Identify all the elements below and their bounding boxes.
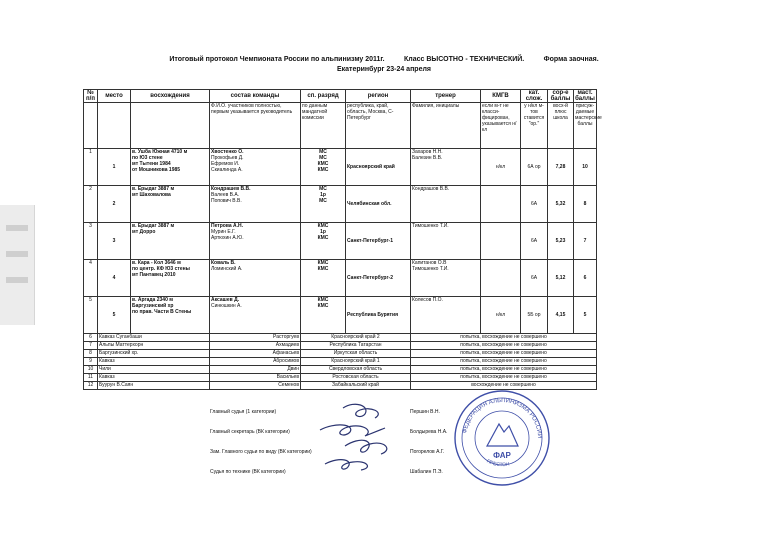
svg-text:ФЕДЕРАЦИЯ АЛЬПИНИЗМА РОССИИ: ФЕДЕРАЦИЯ АЛЬПИНИЗМА РОССИИ	[462, 397, 543, 439]
region-cell: Свердловская область	[301, 366, 411, 374]
result-note-cell: попытка, восхождение не совершено	[411, 342, 597, 350]
rank-cell	[301, 223, 346, 260]
row-number: 7	[84, 342, 98, 350]
table-row	[84, 374, 597, 382]
score-cell: 4,15	[548, 297, 574, 334]
rank-cell-line: МС	[319, 155, 327, 161]
column-subheader	[131, 103, 210, 149]
category-cell: 6А	[521, 223, 548, 260]
route-cell-line: по Ю3 стене	[132, 155, 163, 161]
document-title: Итоговый протокол Чемпионата России по альпинизму 2011г. Класс ВЫСОТНО - ТЕХНИЧЕСКИЙ. Форма заочная.	[169, 56, 599, 63]
route-cell: Альпы Маттерхорн	[98, 342, 210, 350]
route-cell: Чили	[98, 366, 210, 374]
results-body	[84, 149, 597, 390]
team-cell-line: Петрова А.Н.	[211, 223, 244, 229]
rank-cell-line: КМС	[317, 303, 329, 309]
column-header: состав команды	[210, 90, 301, 103]
table-row	[84, 334, 597, 342]
kmgv-cell	[481, 260, 521, 297]
route-cell-line: мт Пантавец 2010	[132, 272, 176, 278]
rank-cell-line: КМС	[317, 297, 329, 303]
header-row	[84, 90, 597, 103]
column-header: восхождения	[131, 90, 210, 103]
place-cell: 3	[98, 223, 131, 260]
coach-cell-line: Кондрашов В.В.	[412, 186, 450, 192]
table-row	[84, 350, 597, 358]
team-cell	[210, 260, 301, 297]
table-row	[84, 260, 597, 297]
place-cell: 2	[98, 186, 131, 223]
judge-role: Зам. Главного судьи по виду (ВК категории)	[210, 449, 312, 455]
master-points-cell: 8	[574, 186, 597, 223]
region-cell: Республика Татарстан	[301, 342, 411, 350]
leader-cell: Расторгуев	[210, 334, 301, 342]
region-cell: Ростовская область	[301, 374, 411, 382]
master-points-cell: 5	[574, 297, 597, 334]
table-row	[84, 186, 597, 223]
column-header: место	[98, 90, 131, 103]
column-subheader: восх-й плюс школа	[548, 103, 574, 149]
column-header: сор-е баллы	[548, 90, 574, 103]
judge-name: Першин В.Н.	[410, 409, 440, 415]
judge-name: Погорелов А.Г.	[410, 449, 445, 455]
kmgv-cell	[481, 223, 521, 260]
region-cell: Забайкальский край	[301, 382, 411, 390]
coach-cell-line: Захаров Н.Н.	[412, 149, 443, 155]
rank-cell-line: МС	[319, 149, 327, 155]
results-table	[83, 89, 602, 390]
score-cell: 5,23	[548, 223, 574, 260]
column-subheader	[98, 103, 131, 149]
column-subheader: республика, край, область, Москва, С-Петербург	[346, 103, 411, 149]
document-subtitle: Екатеринбург 23-24 апреля	[336, 66, 432, 73]
table-row	[84, 297, 597, 334]
result-note-cell: попытка, восхождение не совершено	[411, 334, 597, 342]
team-cell-line: Ефремов И.	[211, 161, 240, 167]
result-note-cell: попытка, восхождение не совершено	[411, 366, 597, 374]
result-note-cell: попытка, восхождение не совершено	[411, 358, 597, 366]
route-cell	[131, 260, 210, 297]
rank-cell-line: КМС	[317, 266, 329, 272]
kmgv-cell	[481, 186, 521, 223]
result-note-cell: попытка, восхождение не совершено	[411, 374, 597, 382]
region-cell: Республика Бурятия	[346, 297, 411, 334]
row-number: 12	[84, 382, 98, 390]
column-subheader: у н/кл м-тов ставится "ор."	[521, 103, 548, 149]
route-cell: Кавказ	[98, 358, 210, 366]
team-cell-line: Мурин Е.Г.	[211, 229, 236, 235]
region-cell: Санкт-Петербург-1	[346, 223, 411, 260]
rank-cell	[301, 260, 346, 297]
route-cell-line: по прав. Части В Стены	[132, 309, 192, 315]
table-row	[84, 366, 597, 374]
route-cell-line: в. Ушба Южная 4710 м	[132, 149, 188, 155]
judge-role: Главный секретарь (ВК категории)	[210, 429, 290, 435]
route-cell-line: мт Шаховалова	[132, 192, 171, 198]
column-header: тренер	[411, 90, 481, 103]
route-cell: Баргузинский хр.	[98, 350, 210, 358]
category-cell: 6А	[521, 260, 548, 297]
coach-cell	[411, 223, 481, 260]
coach-cell	[411, 186, 481, 223]
rank-cell-line: 1р	[320, 229, 326, 235]
route-cell-line: от Мошникова 1985	[132, 167, 181, 173]
team-cell-line: Аксашев Д.	[211, 297, 240, 303]
federation-stamp	[452, 388, 552, 488]
master-points-cell: 10	[574, 149, 597, 186]
scan-edge-mark	[0, 205, 35, 325]
route-cell-line: в. Ерыдаг 3887 м	[132, 223, 175, 229]
team-cell-line: Хвостенко О.	[211, 149, 244, 155]
route-cell-line: в. Ерыдаг 3887 м	[132, 186, 175, 192]
rank-cell	[301, 297, 346, 334]
rank-cell	[301, 186, 346, 223]
column-subheader: присуж-даемые мастерские баллы	[574, 103, 597, 149]
team-cell-line: Валеев В.А.	[211, 192, 240, 198]
column-header: кат. слож.	[521, 90, 548, 103]
team-cell-line: Коваль В.	[211, 260, 236, 266]
judge-name: Шабалин П.Э.	[410, 469, 443, 475]
route-cell-line: мт Тытени 1984	[132, 161, 171, 167]
route-cell	[131, 223, 210, 260]
category-cell: 5Б ор	[521, 297, 548, 334]
coach-cell-line: Балезин В.В.	[412, 155, 443, 161]
region-cell: Красноярский край	[346, 149, 411, 186]
leader-cell: Ахмадиев	[210, 342, 301, 350]
team-cell	[210, 149, 301, 186]
column-subheader	[84, 103, 98, 149]
column-subheader: Ф.И.О. участников полностью, первым указывается руководитель	[210, 103, 301, 149]
route-cell: Буурун В.Саян	[98, 382, 210, 390]
svg-text:ПРЕСТОН: ПРЕСТОН	[485, 458, 511, 469]
row-number: 4	[84, 260, 98, 297]
table-row	[84, 342, 597, 350]
rank-cell	[301, 149, 346, 186]
rank-cell-line: 1р	[320, 192, 326, 198]
route-cell	[131, 297, 210, 334]
table-row	[84, 223, 597, 260]
result-note-cell: попытка, восхождение не совершено	[411, 350, 597, 358]
result-note-cell: восхождение не совершено	[411, 382, 597, 390]
rank-cell-line: КМС	[317, 260, 329, 266]
route-cell-line: мт Дорро	[132, 229, 156, 235]
column-subheader: Фамилия, инициалы	[411, 103, 481, 149]
team-cell-line: Прокофьев Д.	[211, 155, 244, 161]
row-number: 9	[84, 358, 98, 366]
place-cell: 1	[98, 149, 131, 186]
master-points-cell: 7	[574, 223, 597, 260]
rank-cell-line: КМС	[317, 167, 329, 173]
team-cell	[210, 297, 301, 334]
column-header: КМГВ	[481, 90, 521, 103]
signatures	[315, 400, 448, 475]
column-subheader: если м-т не класси-фицирован, указывается н/кл	[481, 103, 521, 149]
coach-cell-line: Тимошенко Т.И.	[412, 223, 449, 229]
column-subheader: по данным мандатной комиссии	[301, 103, 346, 149]
column-header: маст. баллы	[575, 90, 595, 102]
route-cell	[131, 149, 210, 186]
route-cell-line: в. Кара - Кол 3646 м	[132, 260, 181, 266]
rank-cell-line: КМС	[317, 235, 329, 241]
region-cell: Санкт-Петербург-2	[346, 260, 411, 297]
coach-cell	[411, 149, 481, 186]
region-cell: Иркутская область	[301, 350, 411, 358]
leader-cell: Васильев	[210, 374, 301, 382]
row-number: 10	[84, 366, 98, 374]
column-header: № п/п	[84, 90, 98, 103]
route-cell-line: по центр. КФ Ю3 стены	[132, 266, 190, 272]
row-number: 2	[84, 186, 98, 223]
team-cell-line: Синюшкин А.	[211, 303, 242, 309]
rank-cell-line: КМС	[317, 161, 329, 167]
region-cell: Челябинская обл.	[346, 186, 411, 223]
coach-cell	[411, 260, 481, 297]
team-cell-line: Кондрашев В.В.	[211, 186, 251, 192]
leader-cell: Двин	[210, 366, 301, 374]
route-cell	[131, 186, 210, 223]
coach-cell-line: Капитанов О.В	[412, 260, 447, 266]
column-header: регион	[346, 90, 411, 103]
score-cell: 5,12	[548, 260, 574, 297]
team-cell	[210, 186, 301, 223]
leader-cell: Абросимов	[210, 358, 301, 366]
route-cell: Кавказ	[98, 374, 210, 382]
row-number: 11	[84, 374, 98, 382]
route-cell-line: Баргузинский хр	[132, 303, 174, 309]
judge-role: Судья по технике (ВК категории)	[210, 469, 286, 475]
judge-role: Главный судья (1 категории)	[210, 409, 277, 415]
coach-cell	[411, 297, 481, 334]
region-cell: Красноярский край 1	[301, 358, 411, 366]
coach-cell-line: Тимошенко Т.И.	[412, 266, 449, 272]
kmgv-cell: н/кл	[481, 149, 521, 186]
kmgv-cell: н/кл	[481, 297, 521, 334]
subheader-row	[84, 103, 597, 149]
row-number: 8	[84, 350, 98, 358]
region-cell: Красноярский край 2	[301, 334, 411, 342]
rank-cell-line: МС	[319, 198, 327, 204]
leader-cell: Семенов	[210, 382, 301, 390]
row-number: 6	[84, 334, 98, 342]
column-header: сп. разряд	[301, 90, 346, 103]
table-row	[84, 149, 597, 186]
rank-cell-line: МС	[319, 186, 327, 192]
team-cell-line: Ломинский А.	[211, 266, 243, 272]
row-number: 3	[84, 223, 98, 260]
rank-cell-line: КМС	[317, 223, 329, 229]
category-cell: 6А	[521, 186, 548, 223]
team-cell	[210, 223, 301, 260]
table-row	[84, 358, 597, 366]
svg-text:ФАР: ФАР	[493, 451, 511, 460]
leader-cell: Афанасьев	[210, 350, 301, 358]
route-cell: Кавказ Суганбаши	[98, 334, 210, 342]
judge-name: Болдырева Н.А.	[410, 429, 448, 435]
row-number: 1	[84, 149, 98, 186]
row-number: 5	[84, 297, 98, 334]
place-cell: 5	[98, 297, 131, 334]
team-cell-line: Артюхин А.Ю.	[211, 235, 244, 241]
team-cell-line: Попович В.В.	[211, 198, 242, 204]
route-cell-line: в. Аргада 2340 м	[132, 297, 173, 303]
place-cell: 4	[98, 260, 131, 297]
score-cell: 5,32	[548, 186, 574, 223]
coach-cell-line: Колесов П.О.	[412, 297, 443, 303]
master-points-cell: 6	[574, 260, 597, 297]
category-cell: 6А ор	[521, 149, 548, 186]
team-cell-line: Скиалинда А.	[211, 167, 243, 173]
score-cell: 7,28	[548, 149, 574, 186]
